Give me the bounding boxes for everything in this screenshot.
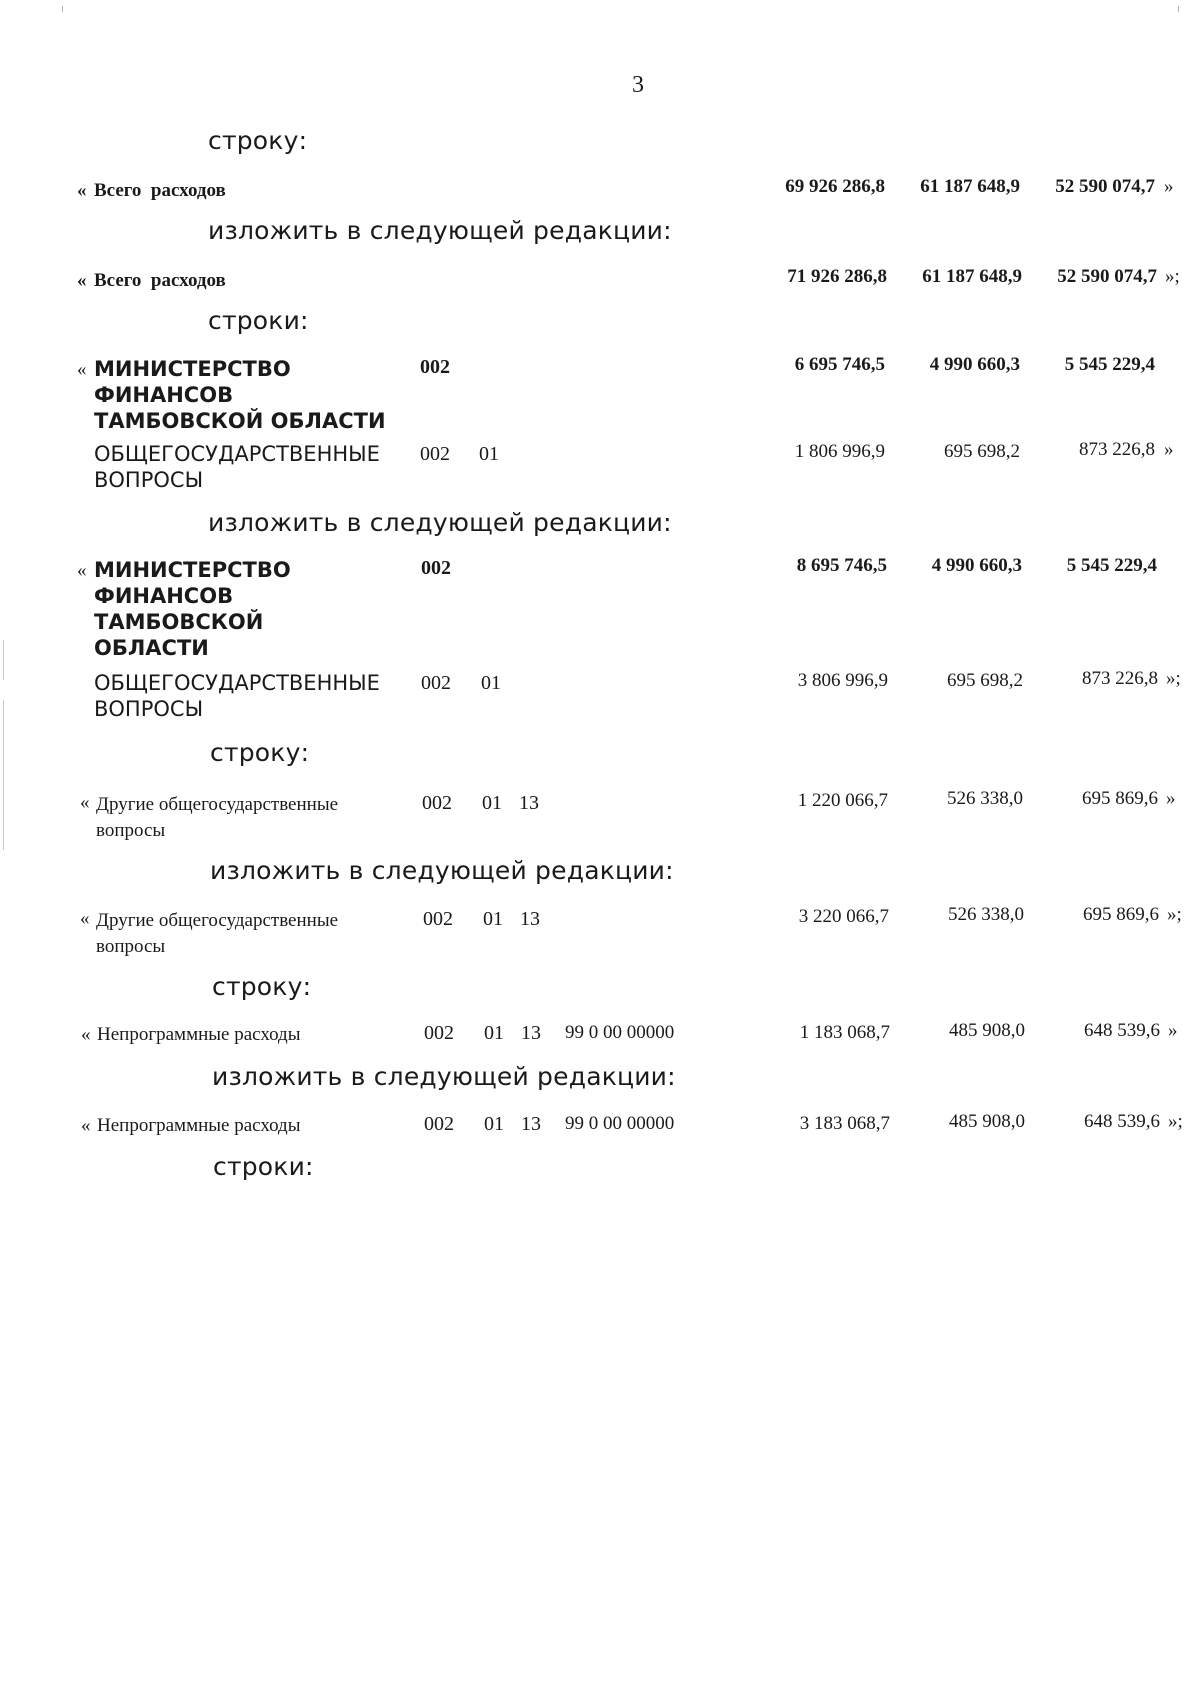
row-name-line: МИНИСТЕРСТВО — [94, 357, 291, 381]
row-minfin-old — [0, 356, 1200, 436]
heading-stroki: строки: — [208, 306, 309, 335]
close-quote: »; — [1168, 1111, 1183, 1132]
heading-izlozhit: изложить в следующей редакции: — [208, 508, 672, 537]
code-podrazdel: 13 — [521, 1022, 541, 1044]
code-razdel: 01 — [479, 443, 499, 465]
row-name — [94, 441, 394, 493]
value-year1: 8 695 746,5 — [796, 555, 887, 576]
row-name: Непрограммные расходы — [97, 1024, 301, 1045]
row-name-line: ФИНАНСОВ — [94, 383, 234, 407]
code-ved: 002 — [421, 557, 451, 579]
open-quote: « — [81, 1115, 91, 1136]
close-quote: »; — [1166, 668, 1181, 689]
open-quote: « — [77, 359, 87, 380]
row-name-line: ОБЩЕГОСУДАРСТВЕННЫЕ — [94, 671, 380, 695]
row-name-line: МИНИСТЕРСТВО — [94, 558, 291, 582]
row-name-line: ФИНАНСОВ — [94, 584, 234, 608]
close-quote: » — [1166, 788, 1176, 809]
page-number: 3 — [632, 72, 644, 98]
value-year1: 6 695 746,5 — [794, 354, 885, 375]
heading-stroki: строки: — [213, 1152, 314, 1181]
open-quote: « — [77, 180, 87, 201]
value-year3: 5 545 229,4 — [1066, 555, 1157, 576]
scan-tick-mark — [1178, 6, 1179, 12]
value-year1: 1 220 066,7 — [797, 790, 888, 811]
value-year2: 61 187 648,9 — [922, 266, 1022, 287]
row-total-new — [0, 266, 1200, 296]
row-name-line: Другие общегосударственные — [96, 794, 339, 815]
value-year1: 3 806 996,9 — [797, 670, 888, 691]
heading-izlozhit: изложить в следующей редакции: — [208, 216, 672, 245]
close-quote: » — [1164, 439, 1174, 460]
heading-izlozhit: изложить в следующей редакции: — [212, 1062, 676, 1091]
value-year1: 69 926 286,8 — [785, 176, 885, 197]
row-name: Всего расходов — [94, 180, 226, 201]
code-podrazdel: 13 — [521, 1113, 541, 1135]
heading-stroku: строку: — [212, 972, 312, 1001]
heading-stroku: строку: — [210, 738, 310, 767]
value-year1: 3 220 066,7 — [798, 906, 889, 927]
row-name-line: ОБЛАСТИ — [94, 636, 209, 660]
value-year3: 695 869,6 — [1082, 788, 1158, 809]
value-year2: 4 990 660,3 — [931, 555, 1022, 576]
code-razdel: 01 — [484, 1022, 504, 1044]
row-name-line: ВОПРОСЫ — [94, 468, 204, 492]
row-name-line: Другие общегосударственные — [96, 910, 339, 931]
value-year2: 526 338,0 — [948, 904, 1024, 925]
row-neprog-new — [0, 1111, 1200, 1143]
close-quote: »; — [1167, 904, 1182, 925]
row-drugie-new — [0, 904, 1200, 962]
row-total-old — [0, 176, 1200, 206]
row-name-line: ТАМБОВСКОЙ — [94, 610, 264, 634]
code-ved: 002 — [420, 356, 450, 378]
value-year3: 648 539,6 — [1084, 1111, 1160, 1132]
row-obshch-new — [0, 670, 1200, 724]
value-year2: 485 908,0 — [949, 1111, 1025, 1132]
value-year3: 873 226,8 — [1082, 668, 1158, 689]
value-year3: 695 869,6 — [1083, 904, 1159, 925]
value-year2: 61 187 648,9 — [920, 176, 1020, 197]
row-name — [94, 557, 394, 661]
code-csr: 99 0 00 00000 — [565, 1022, 675, 1043]
open-quote: « — [77, 560, 87, 581]
code-podrazdel: 13 — [519, 792, 539, 814]
code-podrazdel: 13 — [520, 908, 540, 930]
row-name: Непрограммные расходы — [97, 1115, 301, 1136]
heading-izlozhit: изложить в следующей редакции: — [210, 856, 674, 885]
open-quote: « — [80, 908, 90, 929]
value-year1: 3 183 068,7 — [799, 1113, 890, 1134]
code-ved: 002 — [422, 792, 452, 814]
row-name — [94, 670, 394, 722]
row-drugie-old — [0, 788, 1200, 846]
code-razdel: 01 — [481, 672, 501, 694]
row-name-line: ТАМБОВСКОЙ ОБЛАСТИ — [94, 409, 386, 433]
value-year3: 873 226,8 — [1079, 439, 1155, 460]
value-year2: 4 990 660,3 — [929, 354, 1020, 375]
row-name: Всего расходов — [94, 270, 226, 291]
close-quote: »; — [1165, 266, 1180, 287]
open-quote: « — [77, 270, 87, 291]
open-quote: « — [80, 792, 90, 813]
code-razdel: 01 — [484, 1113, 504, 1135]
row-neprog-old — [0, 1020, 1200, 1052]
row-name-line: вопросы — [96, 936, 166, 957]
open-quote: « — [81, 1024, 91, 1045]
value-year2: 485 908,0 — [949, 1020, 1025, 1041]
value-year2: 695 698,2 — [944, 441, 1020, 462]
value-year2: 526 338,0 — [947, 788, 1023, 809]
code-ved: 002 — [424, 1022, 454, 1044]
row-name-line: ОБЩЕГОСУДАРСТВЕННЫЕ — [94, 442, 380, 466]
heading-stroku: строку: — [208, 126, 308, 155]
value-year3: 52 590 074,7 — [1055, 176, 1155, 197]
code-ved: 002 — [420, 443, 450, 465]
value-year1: 71 926 286,8 — [787, 266, 887, 287]
value-year3: 52 590 074,7 — [1057, 266, 1157, 287]
code-razdel: 01 — [483, 908, 503, 930]
code-razdel: 01 — [482, 792, 502, 814]
row-obshch-old — [0, 441, 1200, 495]
close-quote: » — [1168, 1020, 1178, 1041]
value-year2: 695 698,2 — [947, 670, 1023, 691]
close-quote: » — [1164, 176, 1174, 197]
value-year1: 1 806 996,9 — [794, 441, 885, 462]
row-name — [94, 356, 414, 434]
row-name — [96, 908, 396, 960]
code-csr: 99 0 00 00000 — [565, 1113, 675, 1134]
scan-tick-mark — [62, 6, 63, 12]
value-year3: 5 545 229,4 — [1064, 354, 1155, 375]
row-name-line: ВОПРОСЫ — [94, 697, 204, 721]
value-year3: 648 539,6 — [1084, 1020, 1160, 1041]
row-name-line: вопросы — [96, 820, 166, 841]
code-ved: 002 — [421, 672, 451, 694]
row-minfin-new — [0, 557, 1200, 663]
value-year1: 1 183 068,7 — [799, 1022, 890, 1043]
code-ved: 002 — [423, 908, 453, 930]
row-name — [96, 792, 396, 844]
code-ved: 002 — [424, 1113, 454, 1135]
